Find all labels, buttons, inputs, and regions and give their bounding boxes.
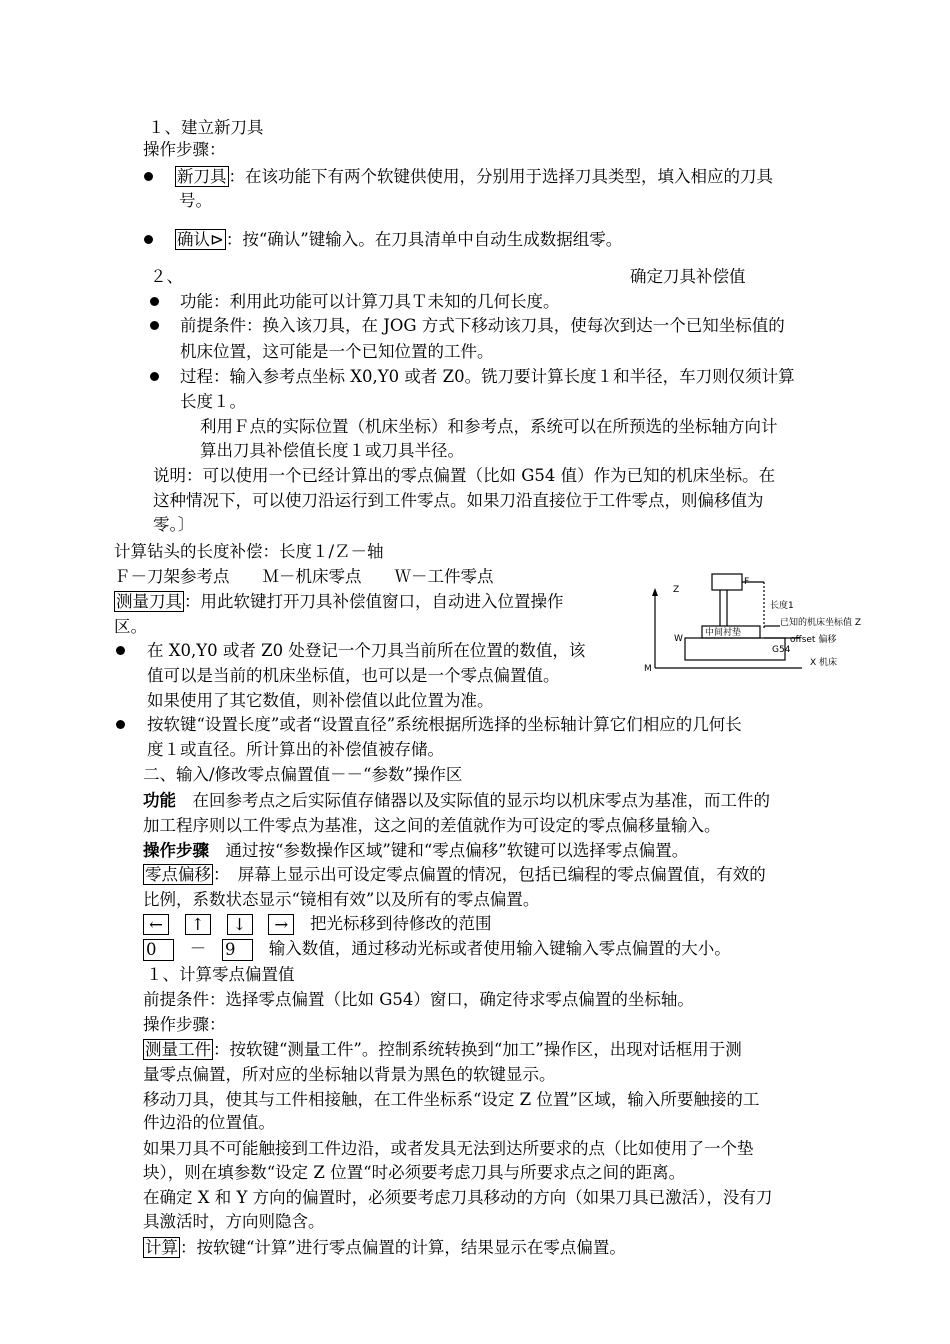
part3-heading: １、计算零点偏置值 — [146, 965, 295, 984]
section2-bullet2: 前提条件：换入该刀具，在 JOG 方式下移动该刀具，使每次到达一个已知坐标值的 — [180, 316, 785, 335]
part2-zero-cont: 比例，系数状态显示“镜相有效”以及所有的零点偏置。 — [143, 890, 540, 909]
part2-func: 功能 在回参考点之后实际值存储器以及实际值的显示均以机床零点为基准，而工件的 — [143, 791, 770, 810]
section2-bullet1: 功能：利用此功能可以计算刀具Ｔ未知的几何长度。 — [180, 292, 560, 311]
drill-measure-cont: 区。 — [114, 617, 147, 636]
tool-offset-diagram — [640, 566, 890, 676]
part2-heading: 二、输入/修改零点偏置值－－“参数”操作区 — [143, 765, 463, 784]
diagram-g54-label: G54 — [772, 645, 791, 655]
bullet-icon — [144, 235, 153, 244]
section2-bullet2-cont: 机床位置，这可能是一个已知位置的工件。 — [180, 342, 494, 361]
section2-bullet3: 过程：输入参考点坐标 X0,Y0 或者 Z0。铣刀要计算长度１和半径，车刀则仅须计算 — [180, 367, 795, 386]
confirm-softkey[interactable]: 确认⊳ — [177, 230, 224, 249]
bullet-icon — [150, 297, 159, 306]
part3-measure-workpiece: 测量工件 ：按软键“测量工件”。控制系统转换到“加工”操作区，出现对话框用于测 — [145, 1040, 742, 1059]
bullet-icon — [116, 720, 125, 729]
part3-dir-cont: 具激活时，方向则隐含。 — [143, 1212, 325, 1231]
part3-if-cont: 块），则在填参数“设定 Z 位置“时必须要考虑刀具与所要求点之间的距离。 — [143, 1163, 686, 1182]
diagram-m-label: M — [644, 664, 652, 674]
part3-calc: 计算 ：按软键“计算”进行零点偏置的计算，结果显示在零点偏置。 — [145, 1238, 626, 1257]
measure-tool-softkey[interactable]: 测量刀具 — [116, 592, 182, 611]
section2-note-cont: 这种情况下，可以使刀沿运行到工件零点。如果刀沿直接位于工件零点，则偏移值为 — [153, 491, 764, 510]
section1-bullet1-cont: 号。 — [179, 191, 212, 210]
diagram-f-label: F — [744, 577, 750, 587]
diagram-length-label: 长度1 — [770, 601, 794, 611]
calculate-softkey[interactable]: 计算 — [145, 1238, 178, 1257]
section2-heading-title: 确定刀具补偿值 — [630, 267, 746, 286]
part2-func-cont: 加工程序则以工件零点为基准，这之间的差值就作为可设定的零点偏移量输入。 — [143, 816, 721, 835]
cursor-keys-line: ← ↑ ↓ → 把光标移到待修改的范围 — [143, 913, 492, 935]
diagram-known-label: 已知的机床坐标值 Z — [780, 618, 862, 628]
part3-measure-cont: 量零点偏置，所对应的坐标轴以背景为黑色的软键显示。 — [143, 1065, 556, 1084]
drill-line1: 计算钻头的长度补偿：长度１/Ｚ－轴 — [114, 542, 384, 561]
new-tool-softkey[interactable]: 新刀具 — [177, 167, 227, 186]
section2-note-end: 零。〕 — [153, 515, 195, 534]
drill-line2: Ｆ－刀架参考点 Ｍ－机床零点 Ｗ－工件零点 — [114, 567, 494, 586]
key-0[interactable]: 0 — [143, 939, 174, 961]
section2-bullet3-cont: 长度１。 — [180, 392, 246, 411]
section2-para-cont: 算出刀具补偿值长度１或刀具半径。 — [200, 441, 464, 460]
drill-bullet1-cont2: 如果使用了其它数值，则补偿值以此位置为准。 — [147, 691, 494, 710]
key-9[interactable]: 9 — [222, 939, 253, 961]
bullet-icon — [116, 646, 125, 655]
zero-offset-softkey[interactable]: 零点偏移 — [145, 865, 211, 884]
drill-measure-line: 测量刀具 ：用此软键打开刀具补偿值窗口，自动进入位置操作 — [116, 592, 564, 611]
section2-para: 利用Ｆ点的实际位置（机床坐标）和参考点，系统可以在所预选的坐标轴方向计 — [200, 417, 778, 436]
section1-steps-label: 操作步骤： — [143, 140, 226, 159]
section1-bullet2: 确认⊳ ：按“确认”键输入。在刀具清单中自动生成数据组零。 — [177, 230, 623, 249]
part3-move: 移动刀具，使其与工件相接触，在工件坐标系“设定 Z 位置”区域，输入所要触接的工 — [143, 1090, 760, 1109]
diagram-z-label: Z — [673, 585, 680, 595]
arrow-left-key[interactable]: ← — [143, 914, 169, 935]
section1-bullet1: 新刀具 ：在该功能下有两个软键供使用，分别用于选择刀具类型，填入相应的刀具 — [177, 167, 773, 186]
bullet-icon — [144, 172, 153, 181]
diagram-x-label: X 机床 — [810, 658, 838, 668]
part3-move-cont: 件边沿的位置值。 — [143, 1113, 275, 1132]
number-keys-line: 0 － 9 输入数值，通过移动光标或者使用输入键输入零点偏置的大小。 — [143, 938, 731, 961]
section2-note: 说明：可以使用一个已经计算出的零点偏置（比如 G54 值）作为已知的机床坐标。在 — [153, 466, 776, 485]
section2-heading-num: ２、 — [150, 267, 183, 286]
part3-steps-label: 操作步骤： — [143, 1015, 226, 1034]
drill-bullet1-cont: 值可以是当前的机床坐标值，也可以是一个零点偏置值。 — [147, 666, 560, 685]
drill-bullet2: 按软键“设置长度”或者“设置直径”系统根据所选择的坐标轴计算它们相应的几何长 — [147, 715, 742, 734]
section1-heading: １、建立新刀具 — [148, 118, 264, 137]
arrow-down-key[interactable]: ↓ — [227, 914, 253, 935]
arrow-right-key[interactable]: → — [268, 914, 294, 935]
part3-dir: 在确定 X 和 Y 方向的偏置时，必须要考虑刀具移动的方向（如果刀具已激活），没有刀 — [143, 1188, 773, 1207]
measure-workpiece-softkey[interactable]: 测量工件 — [145, 1040, 211, 1059]
diagram-w-label: W — [674, 634, 683, 644]
part2-steps: 操作步骤 通过按“参数操作区域”键和“零点偏移”软键可以选择零点偏置。 — [143, 841, 689, 860]
diagram-offset-label: offset 偏移 — [790, 635, 837, 645]
part2-zero: 零点偏移 ： 屏幕上显示出可设定零点偏置的情况，包括已编程的零点偏置值，有效的 — [145, 865, 766, 884]
bullet-icon — [150, 321, 159, 330]
drill-bullet2-cont: 度１或直径。所计算出的补偿值被存储。 — [147, 740, 444, 759]
arrow-up-key[interactable]: ↑ — [185, 914, 211, 935]
diagram-middle-label: 中间衬垫 — [705, 628, 742, 638]
drill-bullet1: 在 X0,Y0 或者 Z0 处登记一个刀具当前所在位置的数值，该 — [147, 641, 586, 660]
part3-if: 如果刀具不可能触接到工件边沿，或者发具无法到达所要求的点（比如使用了一个垫 — [143, 1139, 754, 1158]
bullet-icon — [150, 372, 159, 381]
part3-pre: 前提条件：选择零点偏置（比如 G54）窗口，确定待求零点偏置的坐标轴。 — [143, 990, 694, 1009]
